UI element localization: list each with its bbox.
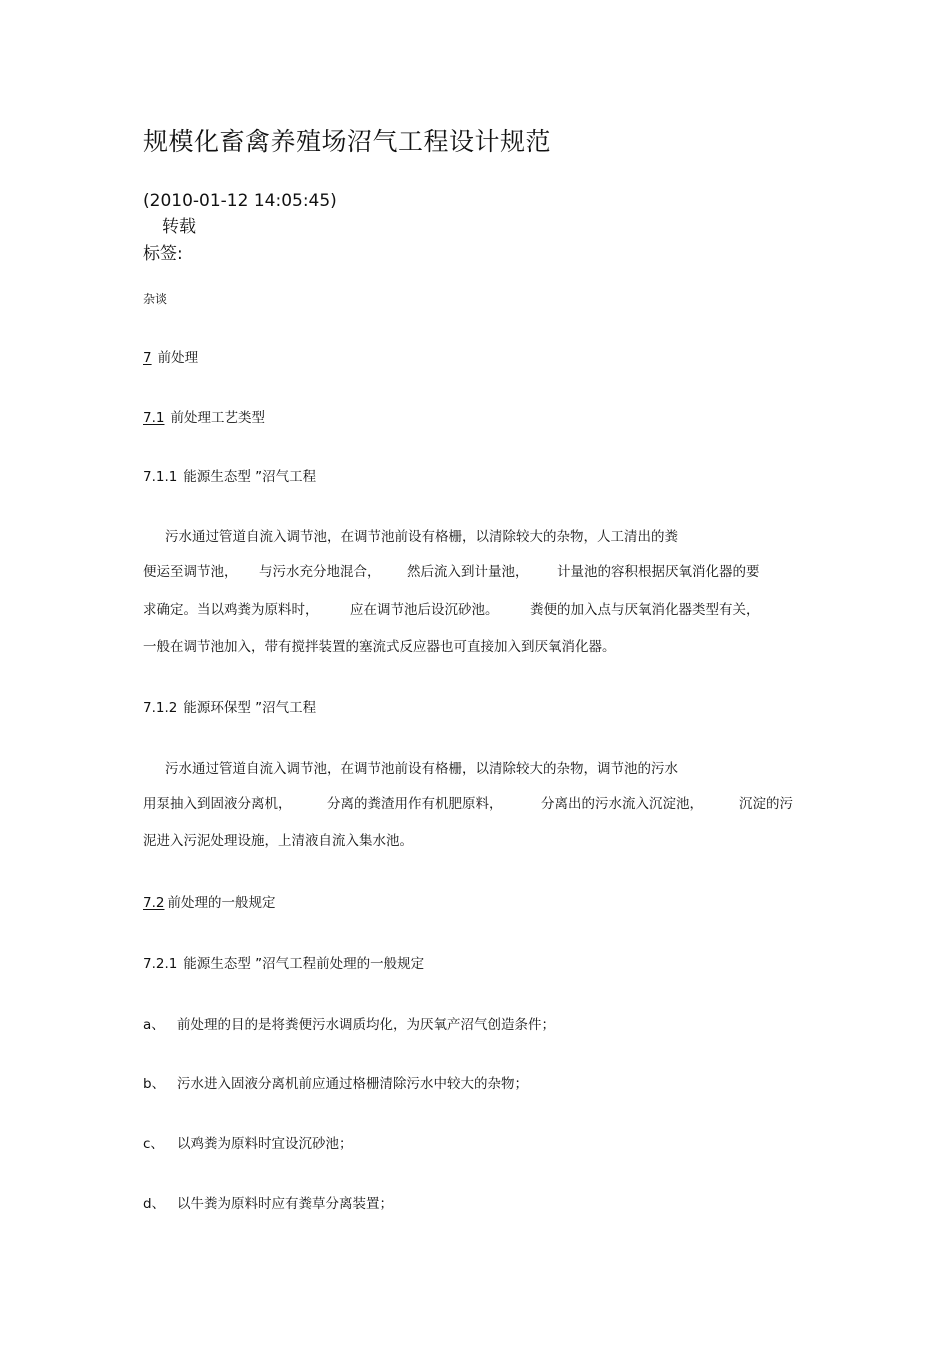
paragraph-line: 一般在调节池加入，带有搅拌装置的塞流式反应器也可直接加入到厌氧消化器。	[143, 639, 616, 655]
section-7-2-1-heading	[143, 954, 424, 974]
section-7-1-heading	[143, 408, 265, 428]
line-segment: 分离的粪渣用作有机肥原料，	[327, 796, 503, 812]
section-title: 前处理	[157, 350, 199, 366]
section-title: 前处理的一般规定	[167, 895, 276, 911]
section-number: 7.2	[143, 895, 165, 911]
paragraph-line	[143, 562, 823, 582]
section-title: 能源生态型 ”沼气工程	[183, 469, 317, 485]
list-marker: c、	[143, 1136, 164, 1152]
line-segment: 计量池的容积根据厌氧消化器的要	[557, 564, 760, 580]
repost-label[interactable]: 转载	[162, 217, 196, 237]
list-marker: a、	[143, 1017, 165, 1033]
paragraph-line	[143, 794, 823, 814]
tags-label: 标签:	[143, 244, 183, 264]
section-number: 7.1.2	[143, 700, 178, 716]
list-item-text: 污水进入固液分离机前应通过格栅清除污水中较大的杂物；	[177, 1076, 528, 1092]
paragraph-line	[143, 600, 823, 620]
list-marker: d、	[143, 1196, 166, 1212]
list-item	[143, 1074, 528, 1094]
section-7-2-heading	[143, 893, 275, 913]
list-item-text: 以牛粪为原料时应有粪草分离装置；	[177, 1196, 393, 1212]
line-segment: 粪便的加入点与厌氧消化器类型有关，	[530, 602, 760, 618]
line-segment: 应在调节池后设沉砂池。	[350, 602, 499, 618]
paragraph-line: 污水通过管道自流入调节池，在调节池前设有格栅，以清除较大的杂物，人工清出的粪	[165, 529, 678, 545]
paragraph-line: 泥进入污泥处理设施，上清液自流入集水池。	[143, 833, 413, 849]
section-title: 能源生态型 ”沼气工程前处理的一般规定	[183, 956, 425, 972]
list-item	[143, 1015, 555, 1035]
section-7-heading	[143, 348, 198, 368]
section-number: 7.2.1	[143, 956, 178, 972]
page-title: 规模化畜禽养殖场沼气工程设计规范	[143, 127, 552, 156]
line-segment: 用泵抽入到固液分离机，	[143, 796, 292, 812]
post-timestamp: (2010-01-12 14:05:45)	[143, 191, 337, 211]
list-item	[143, 1194, 393, 1214]
line-segment: 求确定。当以鸡粪为原料时，	[143, 602, 319, 618]
section-title: 前处理工艺类型	[170, 410, 265, 426]
list-item-text: 以鸡粪为原料时宜设沉砂池；	[177, 1136, 353, 1152]
line-segment: 便运至调节池，	[143, 564, 238, 580]
list-item-text: 前处理的目的是将粪便污水调质均化，为厌氧产沼气创造条件；	[177, 1017, 555, 1033]
line-segment: 与污水充分地混合，	[259, 564, 381, 580]
line-segment: 沉淀的污	[739, 796, 793, 812]
section-7-1-2-heading	[143, 698, 316, 718]
section-number: 7	[143, 350, 152, 366]
line-segment: 然后流入到计量池，	[407, 564, 529, 580]
section-7-1-1-heading	[143, 467, 316, 487]
section-number: 7.1	[143, 410, 165, 426]
line-segment: 分离出的污水流入沉淀池，	[541, 796, 703, 812]
section-title: 能源环保型 ”沼气工程	[183, 700, 317, 716]
list-item	[143, 1134, 353, 1154]
section-number: 7.1.1	[143, 469, 178, 485]
list-marker: b、	[143, 1076, 166, 1092]
tag-link[interactable]: 杂谈	[143, 292, 168, 306]
paragraph-line: 污水通过管道自流入调节池，在调节池前设有格栅，以清除较大的杂物，调节池的污水	[165, 761, 678, 777]
